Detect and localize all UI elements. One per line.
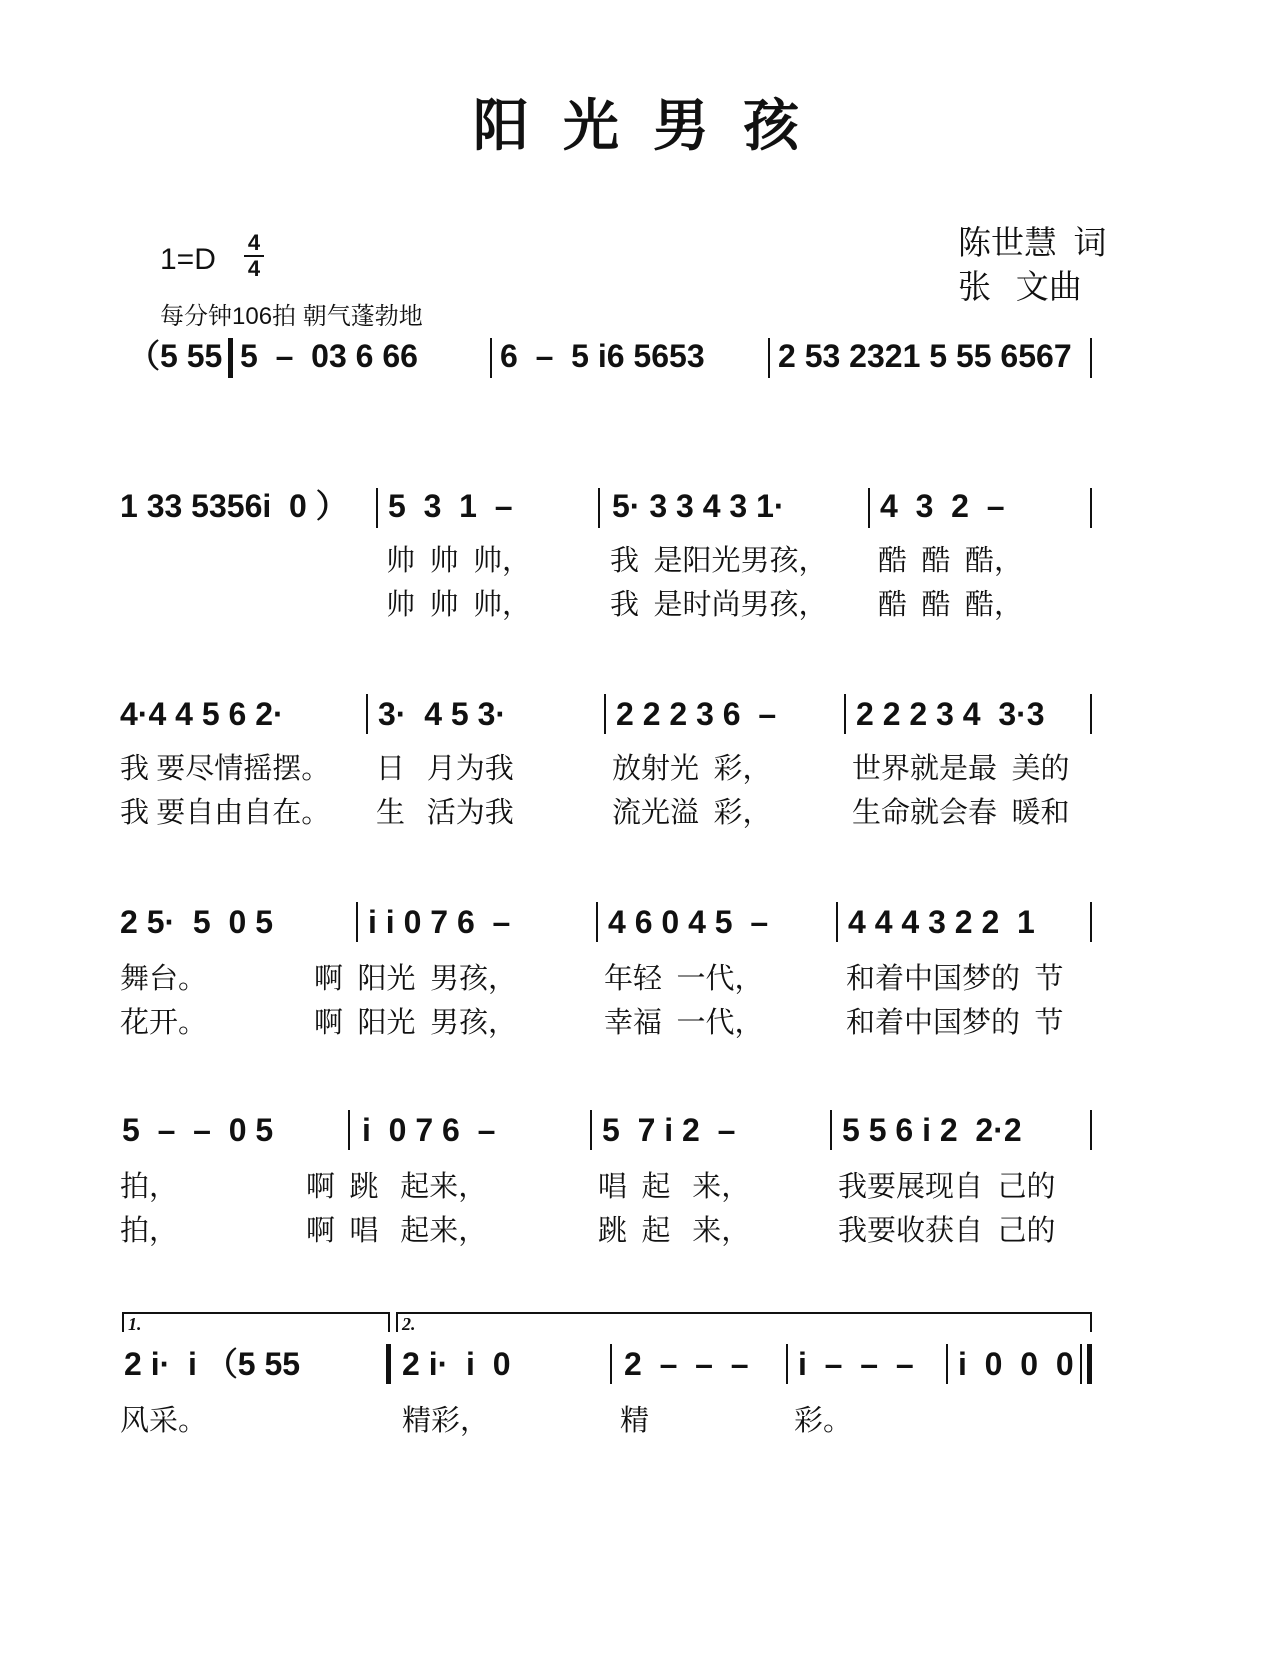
- score-measure: 2 2 2 3 6 –: [616, 696, 777, 732]
- score-measure: 5 3 1 –: [388, 488, 513, 524]
- lyric-line: 舞台。: [120, 963, 208, 995]
- lyric-line: 啊 跳 起来，: [306, 1171, 488, 1203]
- score-measure: 2 2 2 3 4 3·3: [856, 696, 1045, 732]
- score-measure: 5 5 6 i 2 2·2: [842, 1112, 1022, 1148]
- score-measure: 2 – – –: [624, 1346, 749, 1382]
- score-measure: 6 – 5 i6 5653: [500, 338, 705, 374]
- lyric-line: 啊 阳光 男孩，: [314, 1007, 518, 1039]
- score-measure: 4 3 2 –: [880, 488, 1005, 524]
- lyric-line: 我 要自由自在。: [120, 797, 331, 829]
- lyric-line: 和着中国梦的 节: [846, 963, 1064, 995]
- score-measure: 2 5· 5 0 5: [120, 904, 273, 940]
- lyricist: 陈世慧 词: [958, 226, 1107, 262]
- key-signature: 1=D: [160, 243, 216, 276]
- score-measure: 2 i· i 0: [402, 1346, 511, 1382]
- lyric-line: 我 要尽情摇摆。: [120, 753, 331, 785]
- lyric-line: 酷 酷 酷，: [878, 545, 1024, 577]
- lyric-line: 跳 起 来，: [598, 1215, 751, 1247]
- lyric-line: 幸福 一代，: [604, 1007, 764, 1039]
- score-measure: （5 55: [128, 338, 223, 374]
- lyric-line: 我要展现自 己的: [838, 1171, 1056, 1203]
- score-measure: 1 33 5356i 0 ）: [120, 488, 348, 524]
- lyric-line: 风采。: [120, 1405, 208, 1437]
- lyric-line: 拍，: [120, 1215, 179, 1247]
- lyric-line: 放射光 彩，: [612, 753, 772, 785]
- song-title: 阳光男孩: [473, 93, 833, 159]
- lyric-line: 世界就是最 美的: [852, 753, 1070, 785]
- lyric-line: 我要收获自 己的: [838, 1215, 1056, 1247]
- score-measure: i – – –: [798, 1346, 914, 1382]
- lyric-line: 精彩，: [402, 1405, 490, 1437]
- lyric-line: 酷 酷 酷，: [878, 589, 1024, 621]
- lyric-line: 唱 起 来，: [598, 1171, 751, 1203]
- tempo-marking: 每分钟106拍 朝气蓬勃地: [160, 303, 423, 330]
- lyric-line: 花开。: [120, 1007, 208, 1039]
- lyric-line: 帅 帅 帅，: [386, 545, 532, 577]
- lyric-line: 拍，: [120, 1171, 179, 1203]
- score-measure: i i 0 7 6 –: [368, 904, 511, 940]
- score-measure: 4 4 4 3 2 2 1: [848, 904, 1035, 940]
- ending-label-2: 2.: [402, 1314, 416, 1334]
- ending-label-1: 1.: [128, 1314, 142, 1334]
- score-measure: i 0 0 0: [958, 1346, 1074, 1382]
- score-measure: 4 6 0 4 5 –: [608, 904, 769, 940]
- lyric-line: 我 是时尚男孩，: [610, 589, 828, 621]
- score-measure: 5 – – 0 5: [122, 1112, 274, 1148]
- lyric-line: 流光溢 彩，: [612, 797, 772, 829]
- lyric-line: 帅 帅 帅，: [386, 589, 532, 621]
- lyric-line: 生 活为我: [376, 797, 514, 829]
- time-sig-top: 4: [247, 230, 261, 255]
- lyric-line: 日 月为我: [376, 753, 514, 785]
- score-measure: 2 i· i （5 55: [124, 1346, 301, 1382]
- ending-bracket-1: [122, 1312, 390, 1314]
- lyric-line: 生命就会春 暖和: [852, 797, 1070, 829]
- lyric-line: 和着中国梦的 节: [846, 1007, 1064, 1039]
- score-measure: 2 53 2321 5 55 6567: [778, 338, 1072, 374]
- lyric-line: 年轻 一代，: [604, 963, 764, 995]
- time-signature: [244, 232, 264, 280]
- score-measure: 5 – 03 6 66: [240, 338, 418, 374]
- credits: [958, 222, 1107, 310]
- score-measure: 3· 4 5 3·: [378, 696, 507, 732]
- lyric-line: 我 是阳光男孩，: [610, 545, 828, 577]
- score-measure: i 0 7 6 –: [362, 1112, 496, 1148]
- lyric-line: 啊 阳光 男孩，: [314, 963, 518, 995]
- score-measure: 5 7 i 2 –: [602, 1112, 736, 1148]
- lyric-line: 精: [620, 1405, 650, 1437]
- score-measure: 4·4 4 5 6 2·: [120, 696, 284, 732]
- ending-bracket-2: [396, 1312, 1092, 1314]
- lyric-line: 啊 唱 起来，: [306, 1215, 488, 1247]
- time-sig-bottom: 4: [247, 256, 261, 281]
- composer: 张 文曲: [958, 270, 1082, 306]
- score-measure: 5· 3 3 4 3 1·: [612, 488, 785, 524]
- lyric-line: 彩。: [794, 1405, 853, 1437]
